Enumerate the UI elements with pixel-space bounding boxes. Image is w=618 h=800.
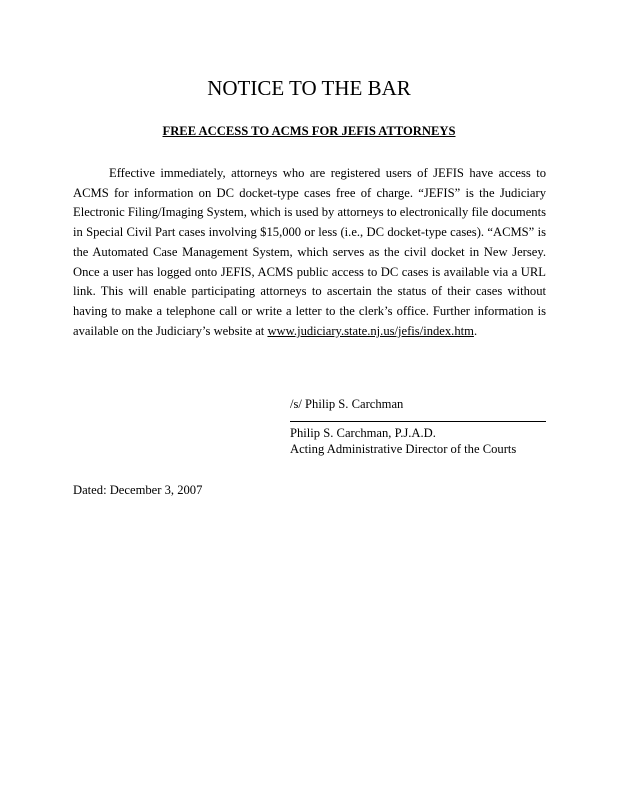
signer-position: Acting Administrative Director of the Courts (290, 442, 517, 456)
signature-block (290, 396, 546, 457)
signed-line: /s/ Philip S. Carchman (290, 397, 404, 411)
page-subtitle: FREE ACCESS TO ACMS FOR JEFIS ATTORNEYS (162, 124, 456, 138)
body-paragraph (73, 164, 546, 341)
body-text-after-link: . (473, 323, 478, 338)
body-text-before-link: Effective immediately, attorneys who are registered users of JEFIS have access to ACMS for information on DC docket-type cases free of charge. “JEFIS” is the Judiciary Electronic Filing/Imaging System, which is used by attorneys to electronically file documents in Special Civil Part cases involving $15,000 or less (i.e., DC docket-type cases). “ACMS” is the Automated Case Management System, which serves as the civil docket in New Jersey. Once a user has logged onto JEFIS, ACMS public access to DC cases is available via a URL link. This will enable participating attorneys to ascertain the status of their cases without having to make a telephone call or write a letter to the clerk’s office. Further information is available on the Judiciary’s website at (73, 166, 546, 338)
page-title: NOTICE TO THE BAR (207, 76, 411, 100)
jefis-website-link[interactable]: www.judiciary.state.nj.us/jefis/index.htm (267, 323, 474, 338)
signature-rule (290, 421, 546, 422)
signer-name: Philip S. Carchman, P.J.A.D. (290, 426, 436, 440)
dated-line: Dated: December 3, 2007 (73, 483, 203, 497)
